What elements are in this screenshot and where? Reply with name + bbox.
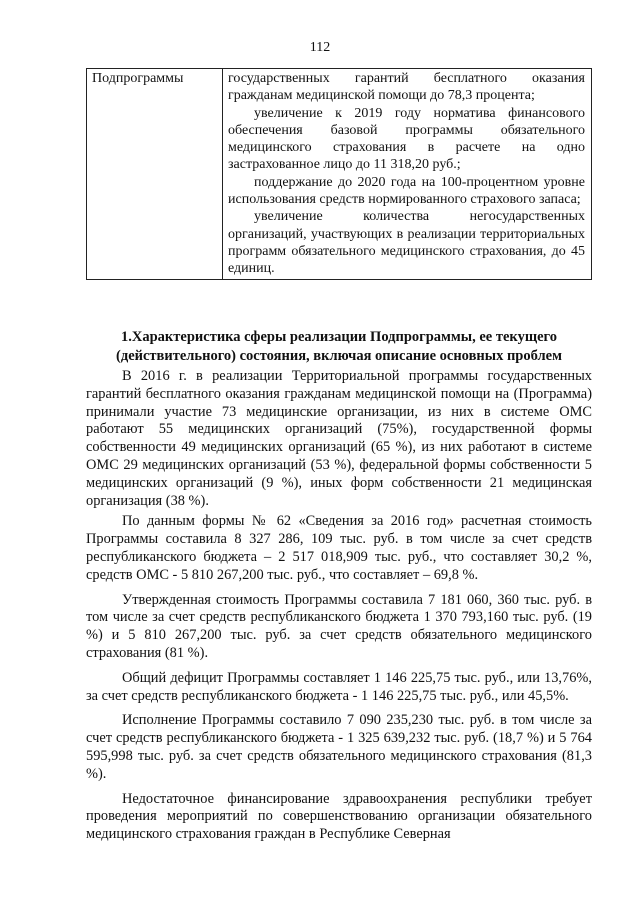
body-paragraph: По данным формы № 62 «Сведения за 2016 год» расчетная стоимость Программы составила 8 327 286, 109 тыс. руб. в том числе за счет средств республиканского бюджета – 2 517 018,909 тыс. руб., что составляет 30,2 %, средств ОМС - 5 810 267,200 тыс. руб., что составляет – 69,8 %. bbox=[86, 513, 592, 583]
page-number: 112 bbox=[309, 40, 331, 55]
table-paragraph: увеличение количества негосударственных организаций, участвующих в реализации территориальных программ обязательного медицинского страхования, до 45 единиц. bbox=[228, 209, 585, 277]
body-paragraph: Исполнение Программы составило 7 090 235,230 тыс. руб. в том числе за счет средств республиканского бюджета - 1 325 639,232 тыс. руб. (18,7 %) и 5 764 595,998 тыс. руб. за счет средств обязательного медицинского страхования (81,3 %). bbox=[86, 712, 592, 782]
table-content-cell bbox=[223, 69, 592, 280]
table-label-cell: Подпрограммы bbox=[87, 69, 223, 280]
section-title: 1.Характеристика сферы реализации Подпрограммы, ее текущего (действительного) состояния, включая описание основных проблем bbox=[116, 329, 562, 364]
body-paragraph: В 2016 г. в реализации Территориальной программы государственных гарантий бесплатного оказания гражданам медицинской помощи на (Программа) принимали участие 73 медицинские организации, из них в системе ОМС работают 55 медицинских организаций (75%), государственной формы собственности 49 медицинских организаций (65 %), из них работают в системе ОМС 29 медицинских организаций (53 %), федеральной формы собственности 5 медицинских организаций (9 %), иных форм собственности 21 медицинская организация (38 %). bbox=[86, 368, 592, 509]
body-paragraph: Общий дефицит Программы составляет 1 146 225,75 тыс. руб., или 13,76%, за счет средств республиканского бюджета - 1 146 225,75 тыс. руб., или 45,5%. bbox=[86, 669, 592, 704]
table-paragraph: увеличение к 2019 году норматива финансового обеспечения базовой программы обязательного медицинского страхования в расчете на одно застрахованное лицо до 11 318,20 руб.; bbox=[228, 105, 585, 173]
table-row bbox=[87, 69, 592, 280]
subprogram-table bbox=[86, 68, 592, 280]
body-paragraph: Утвержденная стоимость Программы составила 7 181 060, 360 тыс. руб. в том числе за счет средств республиканского бюджета 1 370 793,160 тыс. руб. (19 %) и 5 810 267,200 тыс. руб. за счет средств обязательного медицинского страхования (81 %). bbox=[86, 591, 592, 661]
table-paragraph: государственных гарантий бесплатного оказания гражданам медицинской помощи до 78,3 процента; bbox=[228, 71, 585, 104]
body-text bbox=[86, 368, 592, 851]
body-paragraph: Недостаточное финансирование здравоохранения республики требует проведения мероприятий по совершенствованию организации обязательного медицинского страхования граждан в Республике Северная bbox=[86, 790, 592, 843]
table-paragraph: поддержание до 2020 года на 100-процентном уровне использования средств нормированного страхового запаса; bbox=[228, 174, 585, 208]
